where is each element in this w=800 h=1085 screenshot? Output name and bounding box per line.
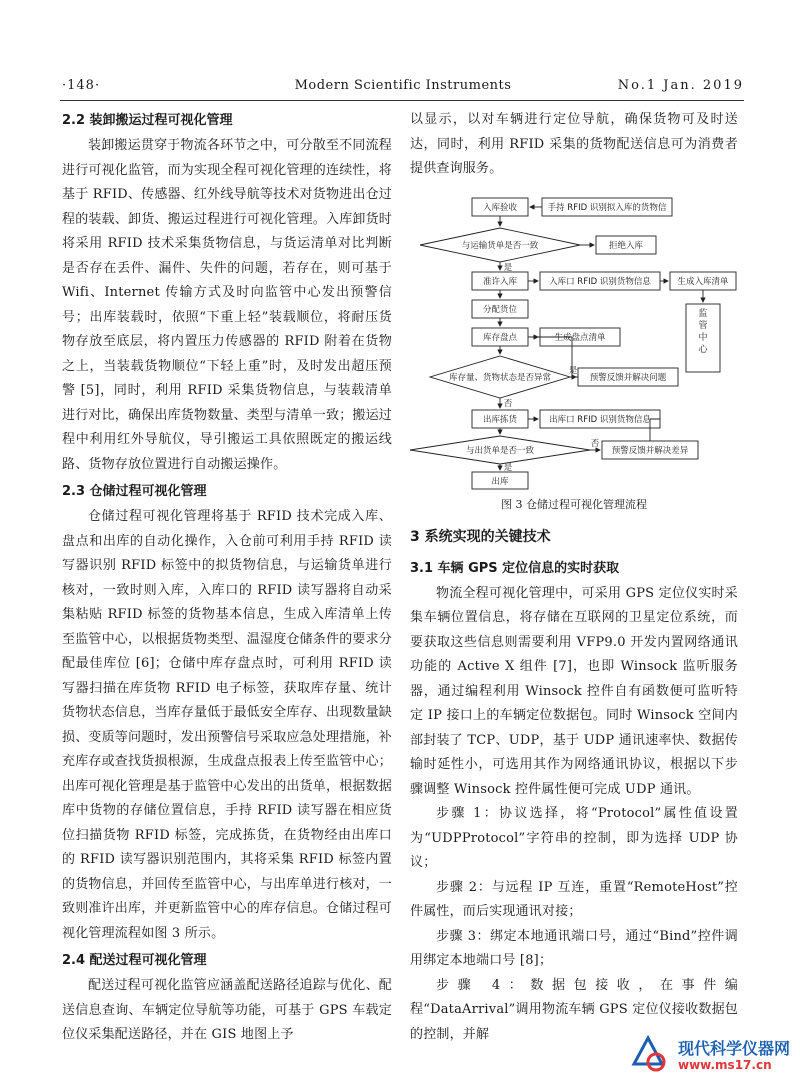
right-column (410, 108, 738, 1047)
label-out: 出库 (491, 476, 509, 487)
label-out-rfid: 出库口 RFID 识别货物信息 (549, 414, 651, 425)
step-2: 步骤 2：与远程 IP 互连，重置“RemoteHost”控件属性，而后实现通讯对接； (410, 879, 738, 919)
section-2-3-title: 2.3 仓储过程可视化管理 (62, 484, 207, 499)
section-3-1-title: 3.1 车辆 GPS 定位信息的实时获取 (410, 560, 620, 576)
journal-name: Modern Scientific Instruments (294, 78, 512, 93)
section-3-title: 3 系统实现的关键技术 (410, 528, 551, 545)
label-match-out: 与出货单是否一致 (465, 445, 535, 456)
label-warn2: 预警反馈并解决差异 (611, 445, 689, 456)
flowchart-figure (410, 190, 738, 490)
section-2-4-title: 2.4 配送过程可视化管理 (62, 953, 207, 968)
label-permit: 准许入库 (482, 276, 518, 287)
issue-info: No.1 Jan. 2019 (617, 78, 744, 93)
label-reject: 拒绝入库 (608, 240, 644, 251)
section-2-4-body: 配送过程可视化监管应涵盖配送路径追踪与优化、配送信息查询、车辆定位导航等功能，可基于 GPS 车载定位仪采集配送路径，并在 GIS 地图上予 (62, 978, 392, 1042)
flowchart-svg (410, 190, 738, 490)
label-yes3: 是 (503, 462, 513, 473)
continued-paragraph: 以显示，以对车辆进行定位导航，确保货物可及时送达，同时，利用 RFID 采集的货物配送信息可为消费者提供查询服务。 (410, 112, 738, 176)
section-2-3-body: 仓储过程可视化管理将基于 RFID 技术完成入库、盘点和出库的自动化操作，入仓前可利用手持 RFID 读写器识别 RFID 标签中的拟货物信息，与运输货单进行核对，一致时则入库，入库口的 RFID 读写器将自动采集粘贴 RFID 标签的货物基本信息，生成入库清单上传至监管中心，以根据货物类型、温湿度仓储条件的要求分配最佳库位 [6]；仓储中库存盘点时，可利用 RFID 读写器扫描在库货物 RFID 电子标签，获取库存量、统计货物状态信息，当库存量低于最低安全库存、出现数量缺损、变质等问题时，发出预警信号采取应急处理措施，补充库存或查找货损根源，生成盘点报表上传至监管中心；出库可视化管理是基于监管中心发出的出货单，根据数据库中货物的存储位置信息，手持 RFID 读写器在相应货位扫描货物 RFID 标签，完成拣货，在货物经由出库口的 RFID 读写器识别范围内，其将采集 RFID 标签内置的货物信息，并回传至监管中心，与出库单进行核对，一致则准许出库，并更新监管中心的库存信息。仓储过程可视化管理流程如图 3 所示。 (62, 509, 393, 941)
label-handheld: 手持 RFID 识别拟入库的货物信 (547, 202, 667, 213)
logo-mark-icon (628, 1034, 668, 1074)
label-in-list: 生成入库清单 (677, 276, 729, 287)
label-in-rfid: 入库口 RFID 识别货物信息 (549, 276, 651, 287)
section-3-1-body: 物流全程可视化管理中，可采用 GPS 定位仪实时采集车辆位置信息，将存储在互联网的卫星定位系统，而要获取这些信息则需要利用 VFP9.0 开发内置网络通讯功能的 Active X 组件 [7]，也即 Winsock 监听服务器，通过编程利用 Winsock 控件自有函数便可监听特定 IP 接口上的车辆定位数据包。同时 Winsock 空间内部封装了 TCP、UDP，基于 UDP 通讯速率快、数据传输时延性小，可选用其作为网络通讯协议，根据以下步骤调整 Winsock 控件属性便可完成 UDP 通讯。 (410, 585, 738, 797)
label-no3: 否 (590, 438, 600, 449)
label-yes1: 是 (503, 262, 513, 273)
section-2-2-title: 2.2 装卸搬运过程可视化管理 (62, 113, 233, 128)
page-number: ·148· (62, 78, 101, 93)
running-header (62, 78, 744, 98)
label-no2: 否 (503, 398, 513, 409)
label-warn1: 预警反馈并解决问题 (589, 372, 667, 383)
label-match-in: 与运输货单是否一致 (461, 240, 539, 251)
label-picking: 出库拣货 (482, 414, 518, 425)
section-2-2-body: 装卸搬运贯穿于物流各环节之中，可分散至不同流程进行可视化监管，而为实现全程可视化管理的连续性，将基于 RFID、传感器、红外线导航等技术对货物进出仓过程的装载、卸货、搬运过程进行可视化管理。入库卸货时将采用 RFID 技术采集货物信息，与货运清单对比判断是否存在丢件、漏件、失件的问题，若存在，则可基于 Wifi、Internet 传输方式及时向监管中心发出预警信号；出库装载时，依照“下重上轻”装载顺位，将耐压货物存放至底层，将内置压力传感器的 RFID 附着在货物之上，当装载货物顺位“下轻上重”时，及时发出超压预警 [5]，同时，利用 RFID 采集货物信息，与装载清单进行对比，确保出库货物数量、类型与清单一致；搬运过程中利用红外导航仪，导引搬运工具依照既定的搬运线路、货物存放位置进行自动搬运操作。 (62, 138, 393, 472)
label-in-check: 入库验收 (482, 202, 518, 213)
label-stock-abn: 库存量、货物状态是否异常 (448, 372, 552, 383)
logo-name: 现代科学仪器网 (678, 1039, 791, 1058)
step-3: 步骤 3：绑定本地通讯端口号，通过“Bind”控件调用绑定本地端口号 [8]； (410, 928, 738, 968)
label-allocate: 分配货位 (482, 304, 518, 315)
step-1: 步骤 1：协议选择，将“Protocol”属性值设置为“UDPProtocol”字符串的控制，即为选择 UDP 协议； (410, 806, 738, 870)
figure-caption: 图 3 仓储过程可视化管理流程 (501, 497, 647, 511)
step-4: 步骤 4：数据包接收，在事件编程“DataArrival”调用物流车辆 GPS 定位仪接收数据包的控制，并解 (410, 977, 738, 1042)
label-yes2: 是 (568, 365, 578, 376)
label-monitor: 监管中心 (698, 308, 708, 355)
label-stocktake: 库存盘点 (482, 332, 518, 343)
logo-url: www.ms17.cn (678, 1058, 772, 1072)
left-column (62, 108, 392, 1048)
label-stock-list: 生成盘点清单 (554, 332, 606, 343)
site-watermark-logo (628, 1030, 796, 1080)
header-rule (60, 100, 744, 101)
